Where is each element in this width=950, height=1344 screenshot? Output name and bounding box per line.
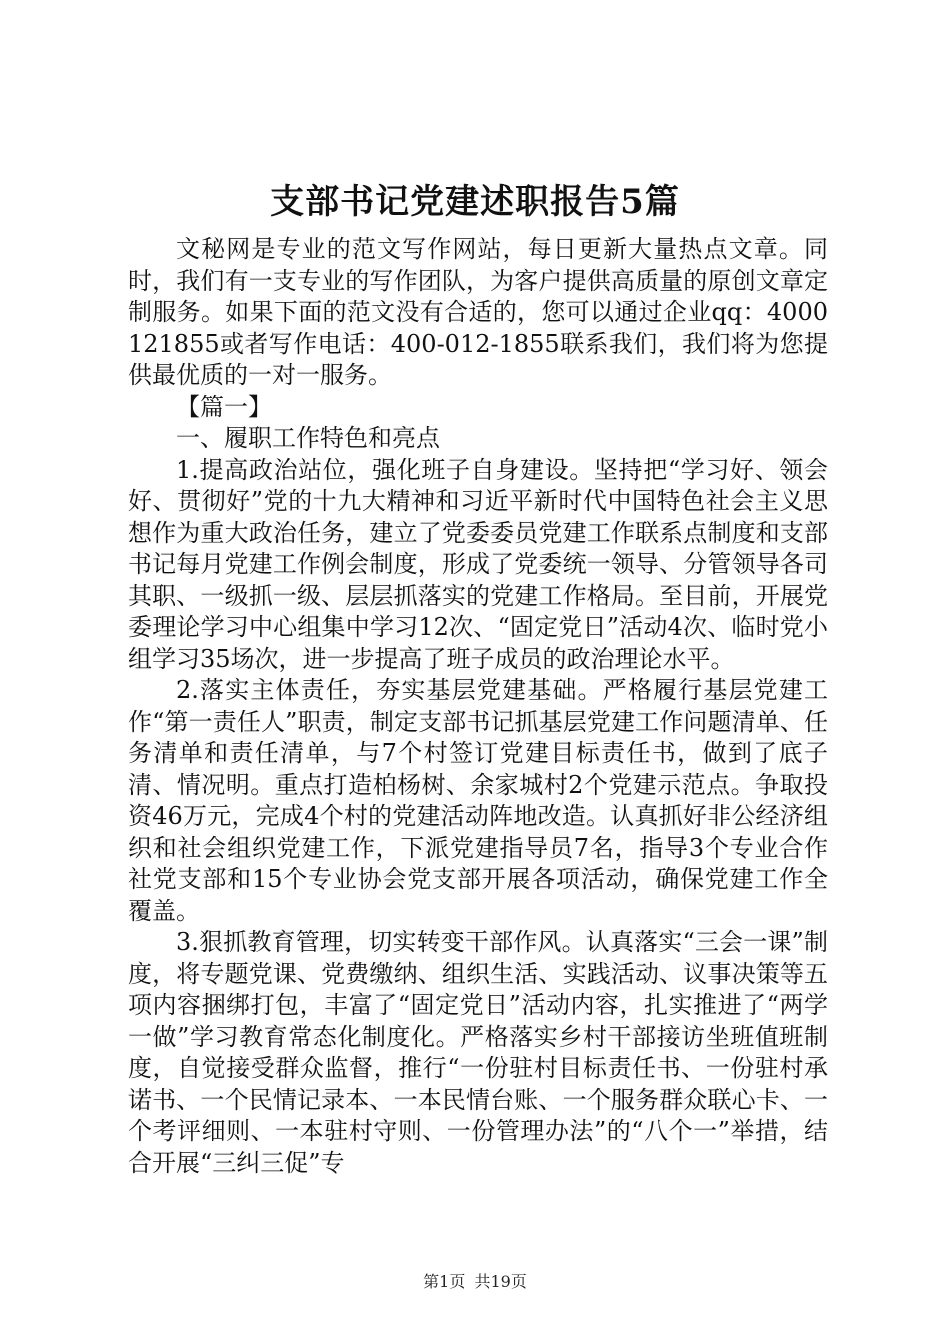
paragraph-section-heading: 【篇一】	[176, 392, 272, 421]
page-total: 共19页	[474, 1272, 527, 1291]
paragraph-item-1: 1.提高政治站位，强化班子自身建设。坚持把“学习好、领会好、贯彻好”党的十九大精神和习近平新时代中国特色社会主义思想作为重大政治任务，建立了党委委员党建工作联系点制度和支部书记每月党建工作例会制度，形成了党委统一领导、分管领导各司其职、一级抓一级、层层抓落实的党建工作格局。至目前，开展党委理论学习中心组集中学习12次、“固定党日”活动4次、临时党小组学习35场次，进一步提高了班子成员的政治理论水平。	[128, 455, 828, 673]
paragraph-intro: 文秘网是专业的范文写作网站，每日更新大量热点文章。同时，我们有一支专业的写作团队，为客户提供高质量的原创文章定制服务。如果下面的范文没有合适的，您可以通过企业qq：4000121855或者写作电话：400-012-1855联系我们，我们将为您提供最优质的一对一服务。	[128, 235, 828, 389]
document-body	[128, 234, 828, 1179]
page-number: 第1页	[423, 1272, 466, 1291]
page-footer	[0, 1271, 950, 1293]
paragraph-subheading: 一、履职工作特色和亮点	[176, 424, 440, 452]
document-title: 支部书记党建述职报告5篇	[270, 182, 680, 222]
paragraph-item-3: 3.狠抓教育管理，切实转变干部作风。认真落实“三会一课”制度，将专题党课、党费缴纳、组织生活、实践活动、议事决策等五项内容捆绑打包，丰富了“固定党日”活动内容，扎实推进了“两学一做”学习教育常态化制度化。严格落实乡村干部接访坐班值班制度，自觉接受群众监督，推行“一份驻村目标责任书、一份驻村承诺书、一个民情记录本、一本民情台账、一个服务群众联心卡、一个考评细则、一本驻村守则、一份管理办法”的“八个一”举措，结合开展“三纠三促”专	[128, 928, 828, 1177]
paragraph-item-2: 2.落实主体责任，夯实基层党建基础。严格履行基层党建工作“第一责任人”职责，制定支部书记抓基层党建工作问题清单、任务清单和责任清单，与7个村签订党建目标责任书，做到了底子清、情况明。重点打造柏杨树、余家城村2个党建示范点。争取投资46万元，完成4个村的党建活动阵地改造。认真抓好非公经济组织和社会组织党建工作，下派党建指导员7名，指导3个专业合作社党支部和15个专业协会党支部开展各项活动，确保党建工作全覆盖。	[128, 676, 828, 925]
